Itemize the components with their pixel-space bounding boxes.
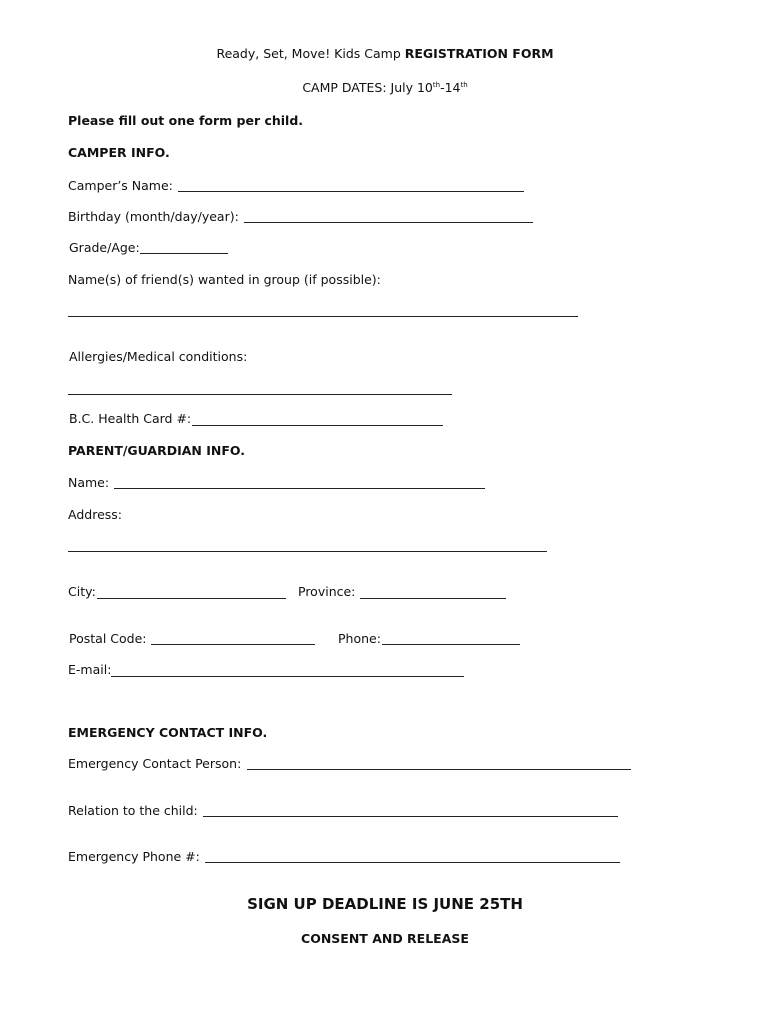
postal-code-field[interactable] — [151, 644, 315, 645]
city-field[interactable] — [97, 598, 286, 599]
province-field[interactable] — [360, 598, 506, 599]
emergency-person-field[interactable] — [247, 769, 631, 770]
consent-heading: CONSENT AND RELEASE — [301, 931, 469, 946]
friends-field[interactable] — [68, 316, 578, 317]
camp-dates-sup-end: th — [460, 80, 468, 89]
form-title-plain: Ready, Set, Move! Kids Camp — [216, 46, 405, 61]
health-card-label: B.C. Health Card #: — [69, 411, 192, 426]
birthday-field[interactable] — [244, 222, 533, 223]
emergency-person-label: Emergency Contact Person: — [68, 756, 242, 771]
address-label: Address: — [68, 507, 122, 522]
relation-label: Relation to the child: — [68, 803, 198, 818]
camp-dates-prefix: CAMP DATES: July 10 — [302, 80, 433, 95]
camp-dates-sup-start: th — [432, 80, 441, 89]
deadline-notice: SIGN UP DEADLINE IS JUNE 25TH — [247, 895, 523, 913]
form-title — [0, 46, 770, 62]
city-label: City: — [68, 584, 96, 599]
friends-label: Name(s) of friend(s) wanted in group (if possible): — [68, 272, 381, 287]
postal-code-label: Postal Code: — [69, 631, 147, 646]
emergency-phone-field[interactable] — [205, 862, 620, 863]
email-field[interactable] — [111, 676, 464, 677]
emergency-info-heading: EMERGENCY CONTACT INFO. — [68, 725, 268, 740]
relation-field[interactable] — [203, 816, 618, 817]
emergency-phone-label: Emergency Phone #: — [68, 849, 200, 864]
parent-name-label: Name: — [68, 475, 110, 490]
phone-field[interactable] — [382, 644, 520, 645]
birthday-label: Birthday (month/day/year): — [68, 209, 239, 224]
allergies-label: Allergies/Medical conditions: — [69, 349, 248, 364]
parent-name-field[interactable] — [114, 488, 485, 489]
province-label: Province: — [298, 584, 356, 599]
address-field[interactable] — [68, 551, 547, 552]
grade-age-label: Grade/Age: — [69, 240, 140, 255]
form-title-bold: REGISTRATION FORM — [404, 46, 554, 61]
camper-name-field[interactable] — [178, 191, 524, 192]
phone-label: Phone: — [338, 631, 381, 646]
camp-dates-mid: -14 — [440, 80, 461, 95]
camper-name-label: Camper’s Name: — [68, 178, 173, 193]
camp-dates — [0, 80, 770, 96]
camper-info-heading: CAMPER INFO. — [68, 145, 170, 160]
instructions: Please fill out one form per child. — [68, 113, 304, 128]
email-label: E-mail: — [68, 662, 112, 677]
grade-age-field[interactable] — [140, 253, 228, 254]
parent-info-heading: PARENT/GUARDIAN INFO. — [68, 443, 245, 458]
health-card-field[interactable] — [192, 425, 443, 426]
allergies-field[interactable] — [68, 394, 452, 395]
